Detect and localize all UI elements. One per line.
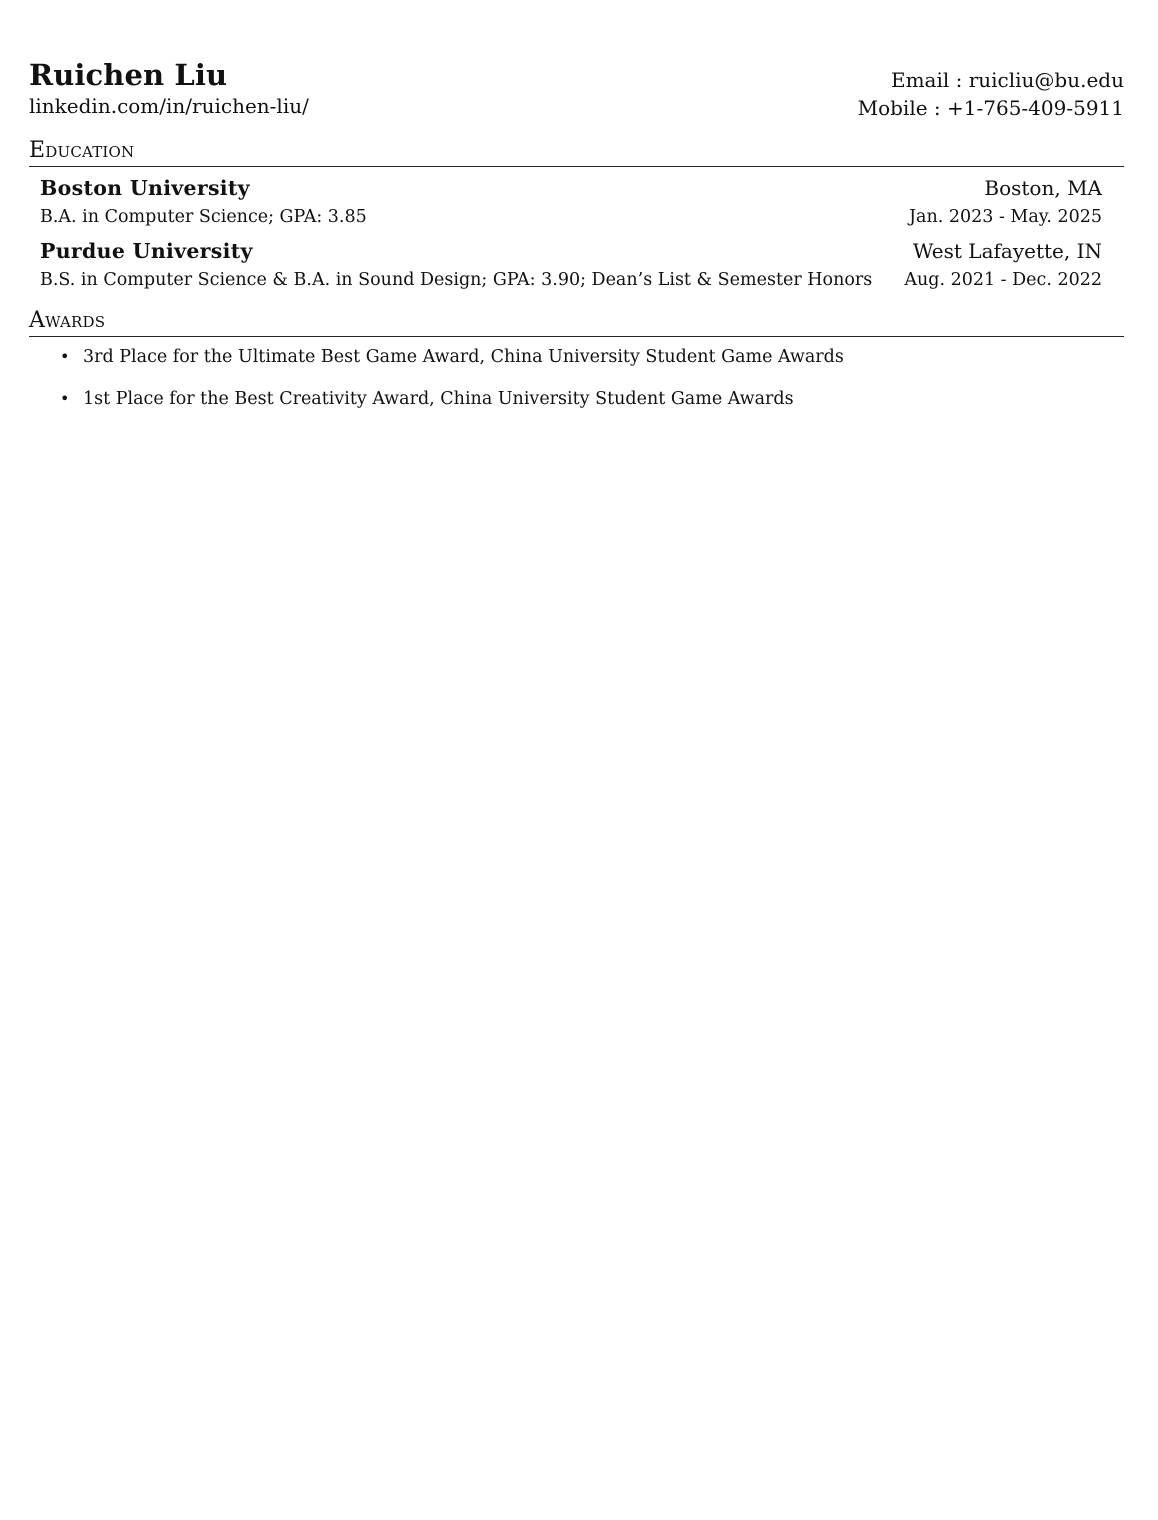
email-line[interactable]: Email : ruicliu@bu.edu xyxy=(890,68,1124,92)
bullet-icon: • xyxy=(60,347,70,366)
school-name: Boston University xyxy=(40,176,250,200)
education-entry-bottom-row xyxy=(40,266,1102,294)
linkedin-link[interactable]: linkedin.com/in/ruichen-liu/ xyxy=(29,94,309,118)
education-dates: Aug. 2021 - Dec. 2022 xyxy=(904,270,1102,290)
header-left xyxy=(29,58,309,120)
education-entry-top-row xyxy=(40,236,1102,266)
education-entry xyxy=(40,167,1102,231)
education-section xyxy=(29,136,1124,294)
degree-text: B.A. in Computer Science; GPA: 3.85 xyxy=(40,207,367,227)
awards-list xyxy=(29,337,1124,413)
person-name: Ruichen Liu xyxy=(29,58,228,92)
school-location: West Lafayette, IN xyxy=(912,239,1102,263)
school-name: Purdue University xyxy=(40,239,253,263)
award-item xyxy=(60,385,1124,413)
education-entry-top-row xyxy=(40,173,1102,203)
award-text: 1st Place for the Best Creativity Award, China University Student Game Awards xyxy=(83,389,794,409)
award-item xyxy=(60,343,1124,371)
mobile-line: Mobile : +1-765-409-5911 xyxy=(857,96,1124,120)
resume-header xyxy=(29,58,1124,122)
school-location: Boston, MA xyxy=(984,176,1102,200)
education-entry-bottom-row xyxy=(40,203,1102,231)
degree-text: B.S. in Computer Science & B.A. in Sound Design; GPA: 3.90; Dean’s List & Semester Honors xyxy=(40,270,873,290)
section-title-education: Education xyxy=(29,136,1124,167)
education-entry xyxy=(40,231,1102,294)
award-text: 3rd Place for the Ultimate Best Game Award, China University Student Game Awards xyxy=(83,347,844,367)
awards-section xyxy=(29,306,1124,413)
education-list xyxy=(29,167,1124,294)
education-dates: Jan. 2023 - May. 2025 xyxy=(909,207,1102,227)
header-right xyxy=(858,58,1124,122)
section-title-awards: Awards xyxy=(29,306,1124,337)
bullet-icon: • xyxy=(60,389,70,408)
